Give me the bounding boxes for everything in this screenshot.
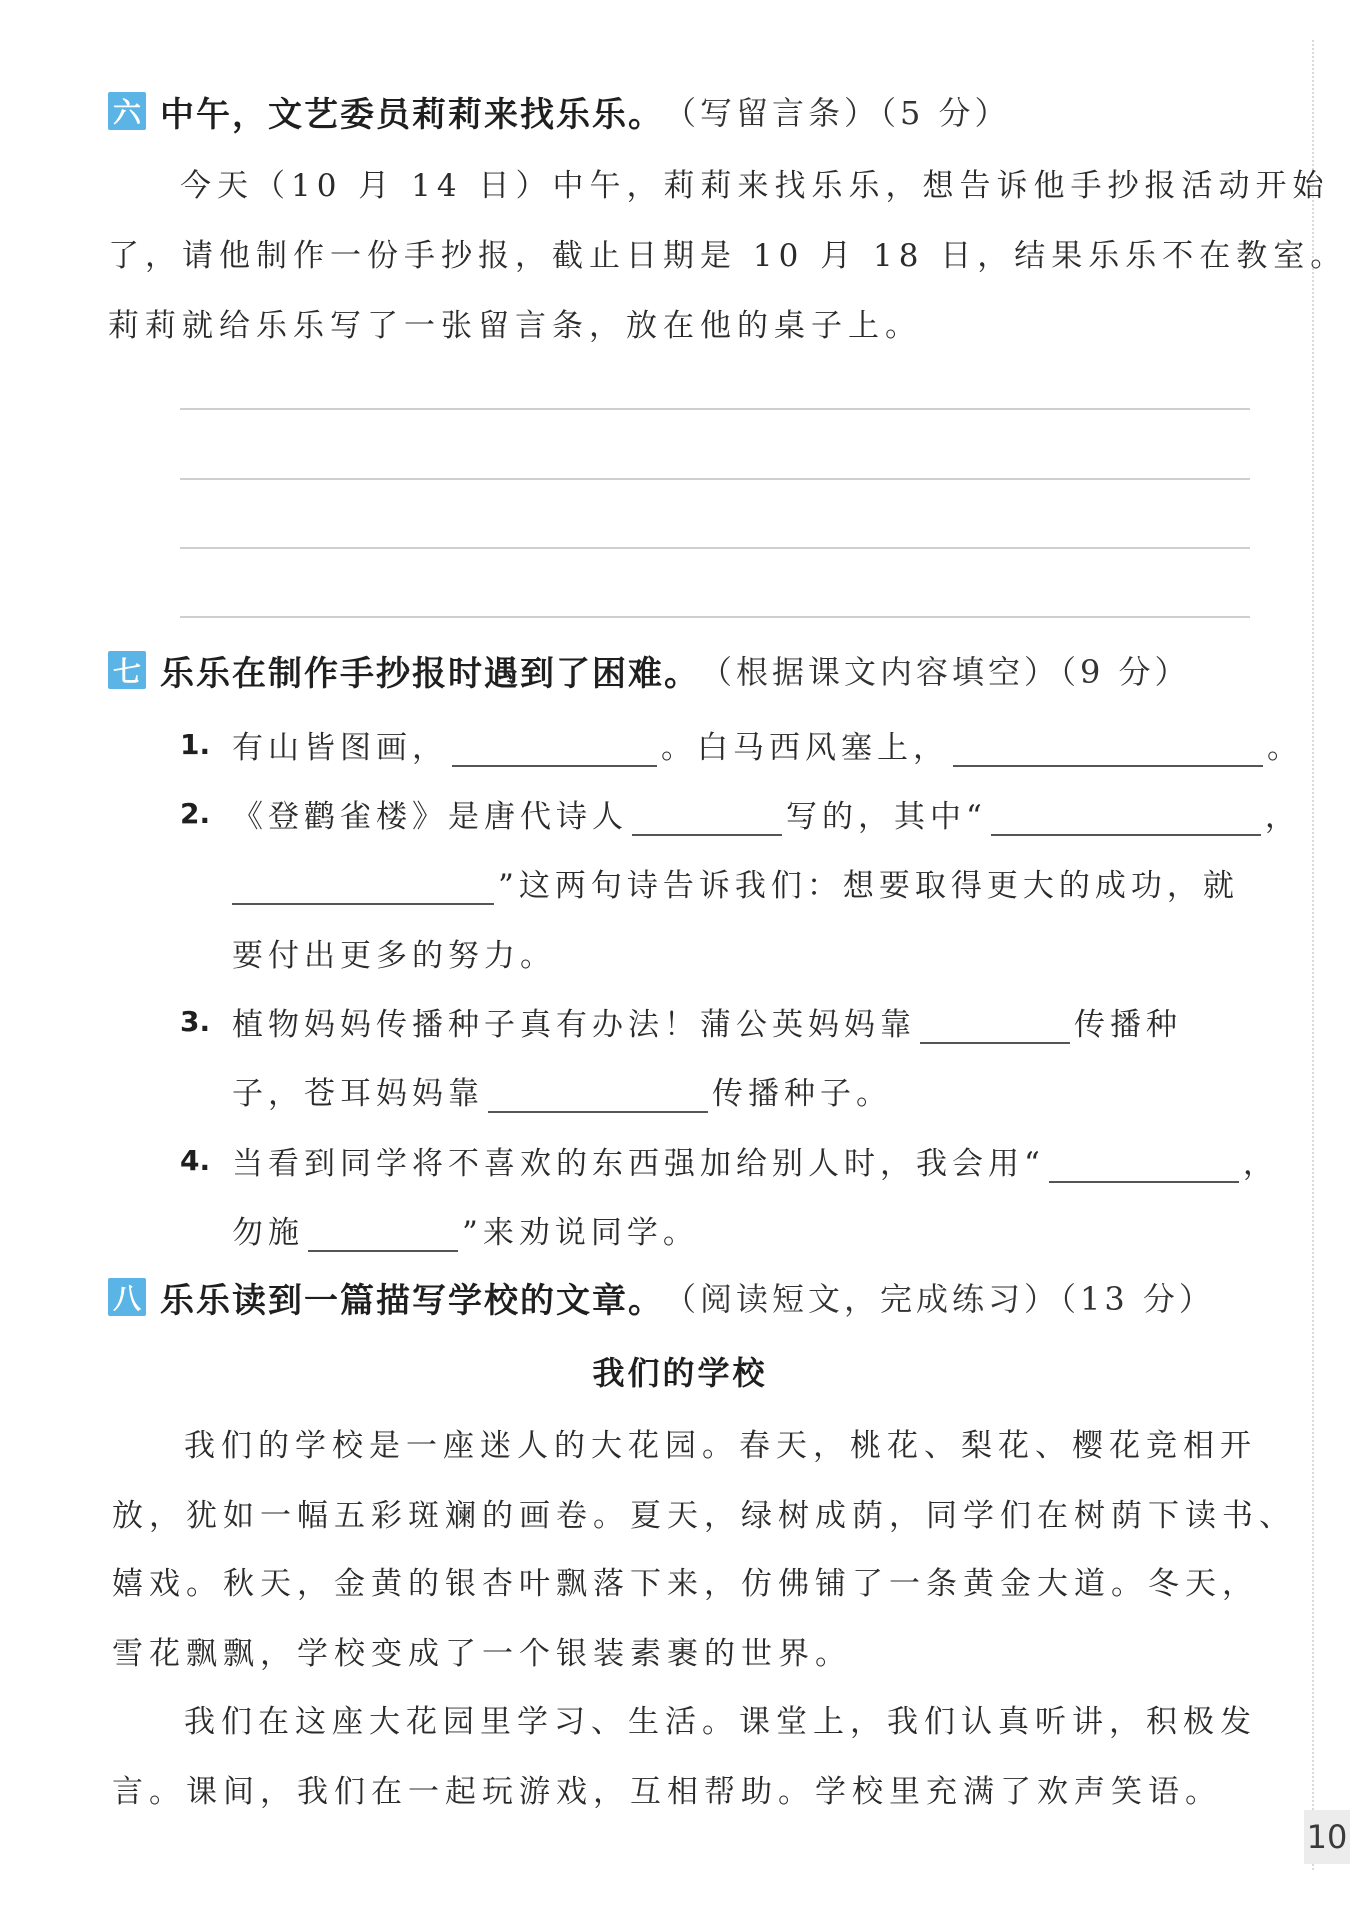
- question-2-line-3: [232, 930, 556, 975]
- section-7-header: [108, 645, 1191, 695]
- article-paragraph-1-line: 放，犹如一幅五彩斑斓的画卷。夏天，绿树成荫，同学们在树荫下读书、: [112, 1498, 1296, 1534]
- question-3-text-c: 子，苍耳妈妈靠: [232, 1076, 484, 1112]
- question-3-line-1: [232, 999, 1182, 1044]
- question-1-text-a: 有山皆图画，: [232, 730, 448, 766]
- section-8-badge: 八: [108, 1278, 146, 1316]
- answer-blank[interactable]: [488, 1077, 708, 1113]
- question-1-text-c: 。: [1267, 730, 1303, 766]
- answer-blank[interactable]: [632, 800, 782, 836]
- section-6-text-line: 了，请他制作一份手抄报，截止日期是 10 月 18 日，结果乐乐不在教室。: [108, 238, 1348, 274]
- answer-blank[interactable]: [232, 869, 494, 905]
- question-1-number: 1.: [180, 728, 211, 761]
- section-6-header: [108, 86, 1011, 136]
- margin-divider: [1312, 40, 1314, 1870]
- answer-blank[interactable]: [920, 1008, 1070, 1044]
- answer-blank[interactable]: [1049, 1147, 1239, 1183]
- section-8-title: 乐乐读到一篇描写学校的文章。: [160, 1280, 664, 1321]
- question-4-line-2: [232, 1207, 699, 1252]
- writing-line[interactable]: [180, 478, 1250, 480]
- question-3-text-a: 植物妈妈传播种子真有办法！蒲公英妈妈靠: [232, 1007, 916, 1043]
- page-number: 10: [1304, 1810, 1350, 1864]
- section-6-title: 中午，文艺委员莉莉来找乐乐。: [160, 94, 664, 135]
- question-2-text-e: 要付出更多的努力。: [232, 938, 556, 974]
- section-7-title: 乐乐在制作手抄报时遇到了困难。: [160, 653, 700, 694]
- writing-line[interactable]: [180, 408, 1250, 410]
- question-2-text-a: 《登鹳雀楼》是唐代诗人: [232, 799, 628, 835]
- question-2-text-d: ”这两句诗告诉我们：想要取得更大的成功，就: [498, 868, 1239, 904]
- article-paragraph-1-line: 嬉戏。秋天，金黄的银杏叶飘落下来，仿佛铺了一条黄金大道。冬天，: [112, 1566, 1259, 1602]
- question-2-line-2: [232, 860, 1239, 905]
- question-3-line-2: [232, 1068, 892, 1113]
- question-4-text-b: ，: [1242, 1146, 1279, 1182]
- question-3-text-d: 传播种子。: [712, 1076, 892, 1112]
- section-6-badge: 六: [108, 92, 146, 130]
- question-2-line-1: [232, 791, 1301, 836]
- section-6-text-line: 莉莉就给乐乐写了一张留言条，放在他的桌子上。: [108, 308, 922, 344]
- question-2-text-c: ，: [1264, 799, 1301, 835]
- question-3-number: 3.: [180, 1005, 211, 1038]
- section-8-header: [108, 1272, 1215, 1322]
- section-7-badge: 七: [108, 651, 146, 689]
- answer-blank[interactable]: [308, 1216, 458, 1252]
- question-2-text-b: 写的，其中“: [786, 799, 987, 835]
- answer-blank[interactable]: [452, 731, 657, 767]
- writing-line[interactable]: [180, 616, 1250, 618]
- question-4-line-1: [232, 1138, 1279, 1183]
- question-1-text-b: 。白马西风塞上，: [661, 730, 949, 766]
- article-paragraph-1-line: 我们的学校是一座迷人的大花园。春天，桃花、梨花、樱花竞相开: [184, 1428, 1257, 1464]
- article-paragraph-2-line: 我们在这座大花园里学习、生活。课堂上，我们认真听讲，积极发: [184, 1704, 1257, 1740]
- section-8-note: （阅读短文，完成练习）（13 分）: [664, 1280, 1215, 1318]
- section-6-note: （写留言条）（5 分）: [664, 94, 1011, 132]
- answer-blank[interactable]: [991, 800, 1261, 836]
- answer-blank[interactable]: [953, 731, 1263, 767]
- article-paragraph-1-line: 雪花飘飘，学校变成了一个银装素裹的世界。: [112, 1636, 852, 1672]
- writing-line[interactable]: [180, 547, 1250, 549]
- question-4-number: 4.: [180, 1144, 211, 1177]
- article-paragraph-2-line: 言。课间，我们在一起玩游戏，互相帮助。学校里充满了欢声笑语。: [112, 1774, 1222, 1810]
- section-6-text-line: 今天（10 月 14 日）中午，莉莉来找乐乐，想告诉他手抄报活动开始: [180, 168, 1330, 204]
- article-title: 我们的学校: [592, 1354, 768, 1392]
- question-4-text-c: 勿施: [232, 1215, 304, 1251]
- question-2-number: 2.: [180, 797, 211, 830]
- question-3-text-b: 传播种: [1074, 1007, 1182, 1043]
- question-4-text-a: 当看到同学将不喜欢的东西强加给别人时，我会用“: [232, 1146, 1045, 1182]
- question-4-text-d: ”来劝说同学。: [462, 1215, 699, 1251]
- section-7-note: （根据课文内容填空）（9 分）: [700, 653, 1191, 691]
- question-1: [232, 722, 1303, 767]
